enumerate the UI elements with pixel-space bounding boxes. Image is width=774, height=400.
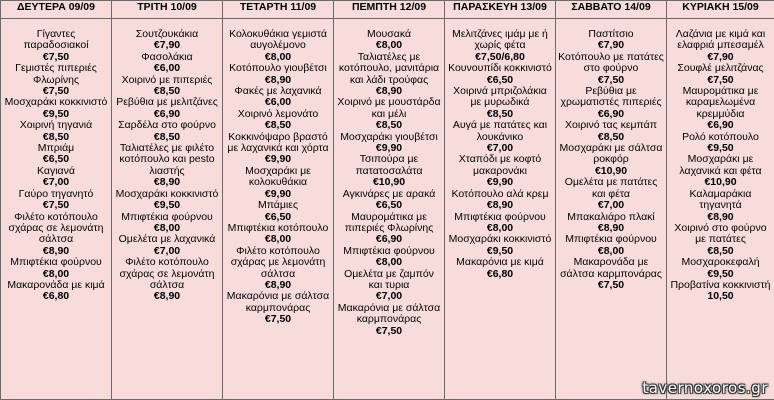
dish-item <box>447 257 553 280</box>
dish-price: €6,90 <box>707 119 734 132</box>
dish-price: €8,50 <box>375 119 403 132</box>
dish-price: €8,00 <box>264 233 292 246</box>
dish-price: €8,00 <box>486 221 514 234</box>
dish-item <box>225 63 331 86</box>
dish-name: Χοιρινό τας κεμπάπ <box>565 119 657 132</box>
dish-item <box>669 29 772 63</box>
dish-item <box>225 200 331 223</box>
dish-name: Φιλέτο κοτόπουλο σχάρας σε λεμονάτη σάλτσα <box>8 210 104 246</box>
dish-item <box>3 212 109 258</box>
dish-name: Φιλέτο κοτόπουλο σχάρας με λεμονάτη σάλτσα <box>230 244 326 280</box>
dish-price: €8,90 <box>486 199 514 212</box>
dish-item <box>3 29 109 63</box>
dish-item <box>3 257 109 280</box>
dish-price: €10,90 <box>372 176 406 189</box>
dish-name: Γίγαντες παραδοσιακοί <box>23 28 89 52</box>
dish-price: €6,80 <box>42 290 70 303</box>
dish-name: Μαυρομάτικα με πιπεριές Φλωρίνης <box>344 210 434 234</box>
dish-price: €7,50/6,80 <box>475 50 525 63</box>
dish-name: Μαυρομάτικα με καραμελωμένα κρεμμύδια <box>682 85 759 120</box>
dish-price: €8,00 <box>375 256 403 269</box>
dish-item <box>447 212 553 235</box>
dish-price: €9,50 <box>486 244 514 257</box>
dish-name: Μακαρόνια με κιμά <box>456 256 544 269</box>
dish-price: €9,90 <box>264 153 292 166</box>
dish-item <box>3 97 109 120</box>
dish-item <box>669 189 772 223</box>
dish-item <box>558 86 664 120</box>
dish-item <box>447 120 553 154</box>
dish-item <box>447 189 553 212</box>
dish-item <box>558 143 664 177</box>
dish-price: €8,90 <box>597 221 625 234</box>
dish-price: €7,00 <box>597 199 625 212</box>
dish-item <box>336 97 442 131</box>
dish-name: Φιλέτο κοτόπουλο σχάρας σε λεμονάτη σάλτσα <box>119 256 215 291</box>
dish-price: €7,00 <box>375 290 403 303</box>
dish-price: €8,50 <box>264 119 292 132</box>
dish-item <box>114 257 220 303</box>
dish-name: Ρεβύθια με μελιτζάνες <box>116 96 218 109</box>
dish-price: €10,90 <box>594 164 628 177</box>
dish-name: Μοσχαράκι με σάλτσα ροκφόρ <box>559 142 663 166</box>
day-column <box>445 19 556 400</box>
dish-item <box>669 280 772 303</box>
dish-name: Μελιτζάνες ιμάμ με ή χωρίς φέτα <box>452 28 548 52</box>
dish-item <box>558 234 664 257</box>
dish-name: Χοιρινό με μουστάρδα και μέλι <box>337 96 441 120</box>
dish-item <box>669 257 772 280</box>
dish-item <box>3 189 109 212</box>
dishes-row <box>1 19 774 400</box>
dish-name: Μπιφτέκια φούρνου <box>565 233 657 246</box>
day-header-thursday: ΠΕΜΠΤΗ 12/09 <box>334 1 445 19</box>
dish-name: Μοσχαράκι κοκκινιστό <box>448 233 552 246</box>
site-watermark: tavernoxoros.gr <box>642 379 768 397</box>
day-header-friday: ΠΑΡΑΣΚΕΥΗ 13/09 <box>445 1 556 19</box>
dish-item <box>669 223 772 257</box>
dish-item <box>336 269 442 303</box>
dish-item <box>114 120 220 143</box>
dish-price: €9,50 <box>42 107 70 120</box>
dish-price: €7,50 <box>42 50 70 63</box>
dish-price: €7,50 <box>597 278 625 291</box>
dish-name: Λαζάνια με κιμά και ελαφριά μπεσαμέλ <box>675 28 766 52</box>
dish-name: Χοιρινά μπριζολάκια με μυρωδικά <box>453 85 547 109</box>
dish-price: €9,90 <box>486 176 514 189</box>
dish-name: Φακές με λαχανικά <box>234 85 322 98</box>
dish-name: Καγιανά <box>37 164 75 177</box>
dish-item <box>669 86 772 132</box>
dish-price: €9,50 <box>707 267 734 280</box>
day-header-wednesday: ΤΕΤΑΡΤΗ 11/09 <box>223 1 334 19</box>
dish-price: €7,50 <box>597 73 625 86</box>
dish-item <box>114 29 220 52</box>
dish-name: Κοκκινόψαρο βραστό με λαχανικά και χόρτα <box>227 130 329 155</box>
dish-name: Κοτόπουλο με πατάτες στο φούρνο <box>558 50 664 75</box>
dish-price: €8,00 <box>264 50 292 63</box>
dish-price: €6,50 <box>264 210 292 223</box>
dish-name: Μοσχαράκι κοκκινιστό <box>115 187 219 200</box>
day-header-monday: ΔΕΥΤΕΡΑ 09/09 <box>1 1 112 19</box>
dish-name: Προβατίνα κοκκινιστή <box>670 278 771 291</box>
dish-item <box>336 132 442 155</box>
dish-name: Ρολό κοτόπουλο <box>682 130 759 143</box>
day-column <box>112 19 223 400</box>
dish-price: €8,50 <box>42 130 70 143</box>
dish-item <box>336 154 442 188</box>
dish-name: Μπιφτέκια φούρνου <box>454 210 546 223</box>
dish-item <box>669 63 772 86</box>
dish-price: €7,00 <box>153 244 181 257</box>
dish-price: €6,80 <box>486 267 514 280</box>
day-header-sunday: ΚΥΡΙΑΚΗ 15/09 <box>667 1 774 19</box>
dish-name: Τσιπούρα με πατατοσαλάτα <box>355 153 423 177</box>
dish-price: €10,90 <box>704 176 737 189</box>
dish-item <box>3 143 109 166</box>
dish-item <box>336 246 442 269</box>
dish-price: €8,90 <box>42 244 70 257</box>
dish-price: €7,50 <box>707 73 734 86</box>
dish-price: €8,50 <box>153 85 181 98</box>
dish-name: Μπιφτέκια φούρνου <box>10 256 102 269</box>
dish-price: €9,50 <box>153 199 181 212</box>
dish-name: Χοιρινή τηγανιά <box>19 119 93 132</box>
dish-price: €8,50 <box>707 244 734 257</box>
dish-item <box>558 52 664 86</box>
dish-price: €6,90 <box>597 107 625 120</box>
dish-item <box>225 223 331 246</box>
dish-price: €7,90 <box>707 50 734 63</box>
dish-item <box>336 212 442 246</box>
dish-name: Μπριάμ <box>37 142 75 155</box>
dish-price: €6,90 <box>153 107 181 120</box>
dish-price: €6,00 <box>153 62 181 75</box>
dish-price: €8,90 <box>375 85 403 98</box>
dish-item <box>114 189 220 212</box>
dish-price: €7,50 <box>42 199 70 212</box>
dish-name: Μοσχαράκι γιουβέτσι <box>340 130 438 143</box>
dish-name: Ρεβύθια με χρωματιστές πιπεριές <box>560 85 662 109</box>
dish-item <box>114 212 220 235</box>
day-column <box>556 19 667 400</box>
dish-item <box>558 257 664 291</box>
dish-name: Κουνουπίδι κοκκινιστό <box>448 62 552 75</box>
dish-name: Μπιφτέκια φούρνου <box>121 210 213 223</box>
dish-price: €8,90 <box>153 290 181 303</box>
dish-item <box>3 120 109 143</box>
dish-name: Μπιφτέκια φούρνου <box>343 244 435 257</box>
dish-price: €8,00 <box>375 39 403 52</box>
dish-item <box>447 29 553 63</box>
dish-name: Σαρδέλα στο φούρνο <box>118 119 216 132</box>
dish-item <box>114 75 220 98</box>
day-header-row <box>1 1 774 19</box>
day-column <box>1 19 112 400</box>
dish-name: Ομελέτα με ζαμπόν και τυρια <box>344 267 434 291</box>
dish-item <box>225 86 331 109</box>
dish-price: €7,90 <box>153 39 181 52</box>
dish-name: Ομελέτα με λαχανικά <box>118 233 216 246</box>
dish-name: Κοτόπουλο αλά κρεμ <box>451 187 549 200</box>
dish-name: Χοιρινό στο φούρνο με πατάτες <box>674 221 767 246</box>
dish-item <box>225 132 331 166</box>
dish-name: Ταλιατέλες με κοτόπουλο, μανιτάρια και λάδι τρούφας <box>338 50 440 86</box>
dish-item <box>447 63 553 86</box>
dish-name: Μακαρονάδα με σάλτσα καρμπονάρας <box>560 256 662 280</box>
dish-price: €8,50 <box>597 130 625 143</box>
dish-item <box>3 63 109 97</box>
dish-item <box>336 29 442 52</box>
dish-item <box>336 52 442 98</box>
dish-price: €8,90 <box>153 176 181 189</box>
dish-name: Μακαρόνια με σάλτσα καρμπονάρας <box>337 301 441 326</box>
dish-price: €6,50 <box>486 73 514 86</box>
dish-name: Χταπόδι με κοφτό μακαρονάκι <box>458 153 542 177</box>
dish-item <box>114 52 220 75</box>
dish-price: €8,50 <box>153 130 181 143</box>
dish-name: Σουτζουκάκια <box>135 28 199 40</box>
dish-name: Σουφλέ μελιτζάνας <box>677 62 764 75</box>
day-column <box>334 19 445 400</box>
dish-name: Αγκινάρες με αρακά <box>342 187 436 200</box>
dish-price: €7,50 <box>42 85 70 98</box>
dish-price: €9,90 <box>264 187 292 200</box>
dish-name: Καλαμαράκια τηγανητά <box>689 187 752 212</box>
dish-item <box>114 143 220 189</box>
dish-name: Ομελέτα με πατάτες και φέτα <box>564 176 658 200</box>
dish-price: €7,50 <box>375 324 403 337</box>
dish-item <box>225 291 331 325</box>
day-header-saturday: ΣΑΒΒΑΤΟ 14/09 <box>556 1 667 19</box>
dish-price: €8,90 <box>707 210 734 223</box>
dish-item <box>447 154 553 188</box>
dish-item <box>558 177 664 211</box>
dish-price: €7,00 <box>486 142 514 155</box>
dish-name: Κολοκυθάκια γεμιστά αυγολέμονο <box>229 28 327 52</box>
dish-item <box>114 234 220 257</box>
dish-name: Μοσχαροκεφαλή <box>681 256 760 269</box>
dish-price: €6,50 <box>375 199 403 212</box>
dish-price: €7,50 <box>264 313 292 326</box>
dish-name: Μουσακά <box>366 28 412 40</box>
dish-item <box>669 132 772 155</box>
dish-name: Κοτόπουλο γιουβέτσι <box>229 62 327 75</box>
dish-item <box>3 280 109 303</box>
dish-name: Μακαρονάδα με κιμά <box>7 278 105 291</box>
dish-name: Μοσχαράκι κοκκινιστό <box>4 96 108 109</box>
dish-name: Παστίτσιο <box>588 28 634 40</box>
dish-name: Φασολάκια <box>141 50 193 63</box>
dish-item <box>558 120 664 143</box>
dish-name: Χοιρινό λεμονάτο <box>237 107 319 120</box>
dish-price: €8,90 <box>264 73 292 86</box>
dish-price: €6,50 <box>42 153 70 166</box>
dish-name: Μπιφτέκια κοτόπουλο <box>227 221 329 234</box>
dish-name: Γεμιστές πιπεριές Φλωρίνης <box>15 62 97 86</box>
dish-item <box>114 97 220 120</box>
dish-item <box>447 86 553 120</box>
dish-name: Χοιρινό με πιπεριές <box>121 73 213 86</box>
dish-item <box>336 303 442 337</box>
dish-price: €7,90 <box>597 39 625 52</box>
dish-name: Μοσχαράκι με κολοκυθάκια <box>245 164 311 189</box>
dish-item <box>225 246 331 292</box>
day-header-tuesday: ΤΡΙΤΗ 10/09 <box>112 1 223 19</box>
dish-item <box>225 166 331 200</box>
dish-item <box>558 212 664 235</box>
dish-name: Αυγά με πατάτες και λουκάνικο <box>452 119 548 143</box>
dish-item <box>558 29 664 52</box>
dish-price: €6,90 <box>375 233 403 246</box>
dish-price: €8,00 <box>153 221 181 234</box>
dish-price: €9,50 <box>707 142 734 155</box>
dish-price: €8,50 <box>486 107 514 120</box>
dish-item <box>447 234 553 257</box>
dish-item <box>336 189 442 212</box>
dish-price: €8,00 <box>42 267 70 280</box>
dish-item <box>3 166 109 189</box>
dish-name: Γαύρο τηγανητό <box>18 187 94 200</box>
dish-name: Μοσχαράκι με λαχανικά και φέτα <box>679 153 762 177</box>
dish-price: €8,90 <box>264 278 292 291</box>
dish-name: Ταλιατέλες με φιλέτο κοτόπουλο και pesto λιαστής <box>119 142 215 177</box>
dish-item <box>669 154 772 188</box>
dish-name: Μακαρόνια με σάλτσα καρμπονάρας <box>226 290 330 314</box>
dish-price: €8,00 <box>597 244 625 257</box>
dish-price: 10,50 <box>707 290 734 303</box>
dish-price: €9,90 <box>375 142 403 155</box>
dish-name: Μπάμιες <box>257 199 299 212</box>
dish-name: Μπακαλιάρο πλακί <box>567 210 655 223</box>
day-column <box>223 19 334 400</box>
dish-price: €6,00 <box>264 96 292 109</box>
dish-item <box>225 29 331 63</box>
day-column <box>667 19 774 400</box>
dish-price: €7,00 <box>42 176 70 189</box>
dish-item <box>225 109 331 132</box>
